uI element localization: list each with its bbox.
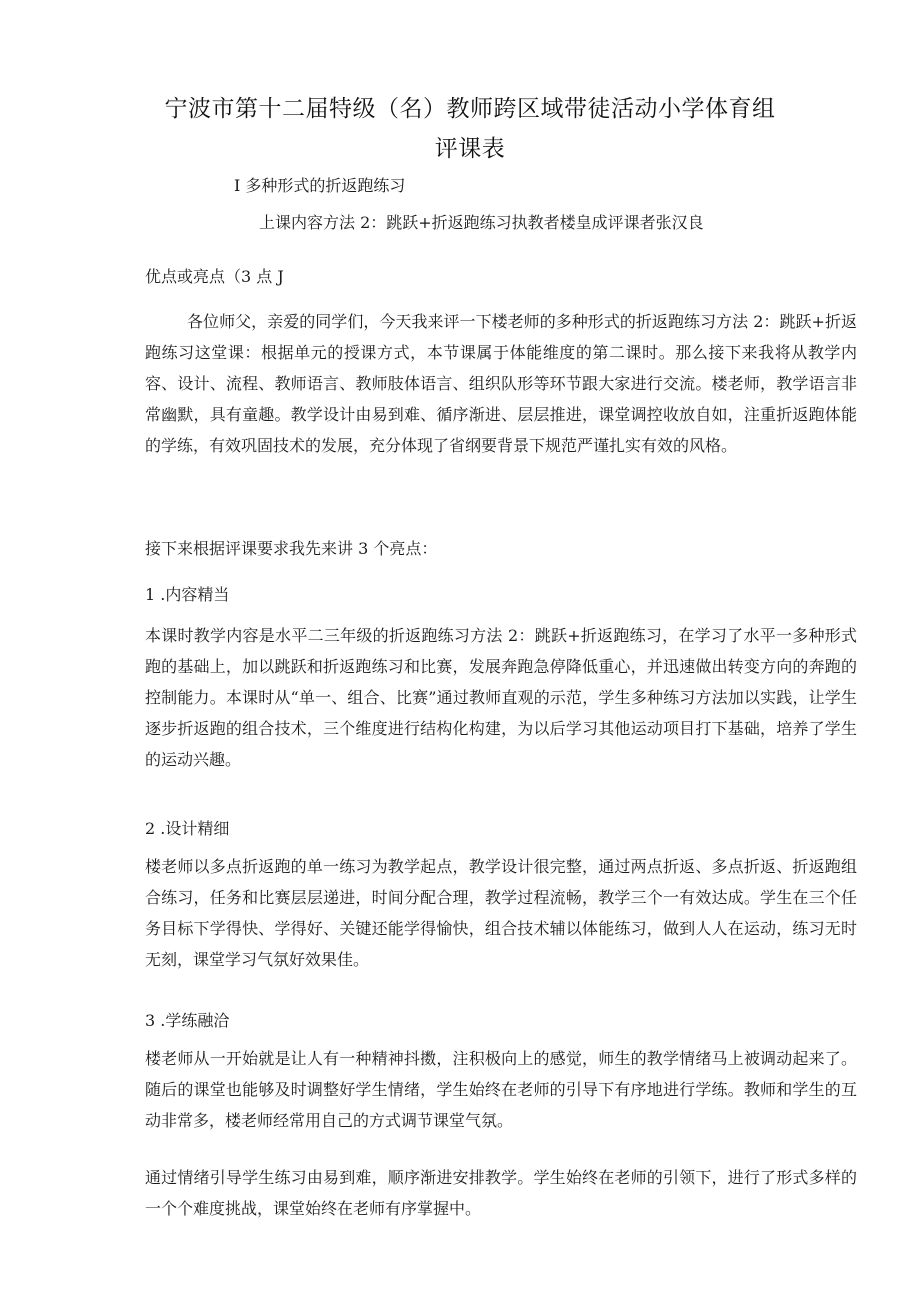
section-heading: 优点或亮点（3 点 J	[145, 267, 284, 286]
point-heading: 1 .内容精当	[145, 585, 230, 604]
closing-paragraph: 通过情绪引导学生练习由易到难，顺序渐进安排教学。学生始终在老师的引领下，进行了形式多样的一个个难度挑战，课堂始终在老师有序掌握中。	[145, 1168, 857, 1218]
document-title-line2: 评课表	[434, 136, 506, 162]
point-body: 楼老师从一开始就是让人有一种精神抖擞，注积极向上的感觉，师生的教学情绪马上被调动起来了。随后的课堂也能够及时调整好学生情绪，学生始终在老师的引导下有序地进行学练。教师和学生的互动非常多，楼老师经常用自己的方式调节课堂气氛。	[145, 1049, 857, 1130]
point-body: 本课时教学内容是水平二三年级的折返跑练习方法 2：跳跃+折返跑练习，在学习了水平一多种形式跑的基础上，加以跳跃和折返跑练习和比赛，发展奔跑急停降低重心，并迅速做出转变方向的奔跑的控制能力。本课时从“单一、组合、比赛”通过教师直观的示范，学生多种练习方法加以实践，让学生逐步折返跑的组合技术，三个维度进行结构化构建，为以后学习其他运动项目打下基础，培养了学生的运动兴趣。	[145, 626, 857, 769]
intro-paragraph: 各位师父，亲爱的同学们，今天我来评一下楼老师的多种形式的折返跑练习方法 2：跳跃+折返跑练习这堂课：根据单元的授课方式，本节课属于体能维度的第二课时。那么接下来我将从教学内容、设计、流程、教师语言、教师肢体语言、组织队形等环节跟大家进行交流。楼老师，教学语言非常幽默，具有童趣。教学设计由易到难、循序渐进、层层推进，课堂调控收放自如，注重折返跑体能的学练，有效巩固技术的发展，充分体现了省纲要背景下规范严谨扎实有效的风格。	[145, 312, 857, 455]
point-heading: 2 .设计精细	[145, 819, 230, 838]
point-body: 楼老师以多点折返跑的单一练习为教学起点，教学设计很完整，通过两点折返、多点折返、折返跑组合练习，任务和比赛层层递进，时间分配合理，教学过程流畅，教学三个一有效达成。学生在三个任务目标下学得快、学得好、关键还能学得愉快，组合技术辅以体能练习，做到人人在运动，练习无时无刻，课堂学习气氛好效果佳。	[145, 857, 857, 969]
lesson-subtitle: I 多种形式的折返跑练习	[234, 176, 406, 195]
lead-paragraph: 接下来根据评课要求我先来讲 3 个亮点：	[145, 539, 438, 558]
point-heading: 3 .学练融洽	[145, 1011, 230, 1030]
lesson-meta: 上课内容方法 2：跳跃+折返跑练习执教者楼皇成评课者张汉良	[259, 213, 704, 232]
document-title: 宁波市第十二届特级（名）教师跨区域带徒活动小学体育组	[164, 96, 776, 122]
